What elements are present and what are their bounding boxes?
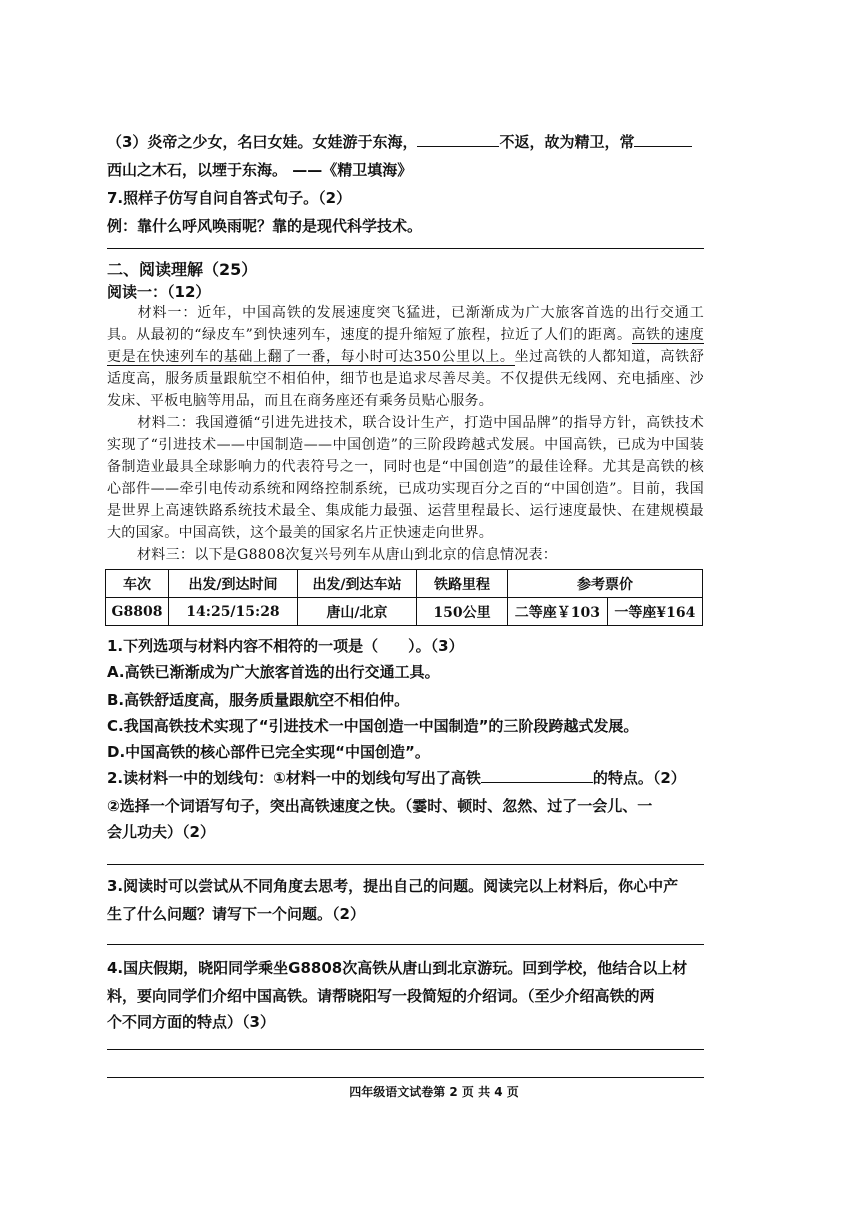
reading-one-title: 阅读一：（12）: [107, 283, 211, 301]
answer-blank[interactable]: [481, 766, 593, 783]
table-header: 出发/到达时间: [169, 570, 298, 598]
q6-3-text-b: 不返，故为精卫，常: [499, 133, 635, 151]
material-one-text-end: 坐过高铁的人都知道，高铁舒适度高，服务质量跟航空不相伯仲，细节也是追求尽善尽美。不仅提供无线网、充电插座、沙发床、平板电脑等用品，而且在商务座还有乘务员贴心服务。: [107, 349, 705, 409]
section-title: 二、阅读理解（25）: [107, 260, 258, 279]
answer-line[interactable]: [107, 1077, 704, 1078]
q3-line2: 生了什么问题？请写下一个问题。（2）: [107, 905, 365, 923]
table-cell: 二等座￥103: [508, 598, 608, 626]
q3-line1: 3.阅读时可以尝试从不同角度去思考，提出自己的问题。阅读完以上材料后，你心中产: [107, 877, 679, 895]
q2-text-a: 2.读材料一中的划线句：①材料一中的划线句写出了高铁: [107, 769, 481, 787]
q1-title: 1.下列选项与材料内容不相符的一项是（ ）。（3）: [107, 637, 464, 655]
table-cell: 150公里: [417, 598, 508, 626]
q4-line1: 4.国庆假期，晓阳同学乘坐G8808次高铁从唐山到北京游玩。回到学校，他结合以上材: [107, 959, 688, 977]
answer-line[interactable]: [107, 864, 704, 865]
q2-text-b: 的特点。（2）: [592, 769, 686, 787]
table-cell: 14:25/15:28: [169, 598, 298, 626]
table-header: 出发/到达车站: [298, 570, 417, 598]
q4-line2: 料，要向同学们介绍中国高铁。请帮晓阳写一段简短的介绍词。（至少介绍高铁的两: [107, 987, 655, 1005]
table-row: [106, 598, 703, 626]
q7-title: 7.照样子仿写自问自答式句子。（2）: [107, 189, 352, 207]
q2-line1: [107, 764, 686, 792]
answer-line[interactable]: [107, 248, 704, 249]
table-header: 车次: [106, 570, 169, 598]
answer-line[interactable]: [107, 944, 704, 945]
material-three: [107, 544, 704, 566]
table-cell: G8808: [106, 598, 169, 626]
option-b[interactable]: B.高铁舒适度高，服务质量跟航空不相伯仲。: [107, 691, 410, 709]
q6-3-line1: [107, 128, 692, 156]
materials-passage: [107, 302, 704, 566]
option-c[interactable]: C.我国高铁技术实现了“引进技术一中国创造一中国制造”的三阶段跨越式发展。: [107, 717, 639, 735]
train-info-table: [105, 569, 703, 626]
table-cell: 一等座¥164: [607, 598, 702, 626]
answer-blank[interactable]: [634, 130, 692, 147]
material-three-text: 材料三：以下是G8808次复兴号列车从唐山到北京的信息情况表：: [137, 547, 558, 563]
q2-line3: 会儿功夫）（2）: [107, 823, 215, 841]
underlined-sentence: 高铁的速度更是在快速列车的基础上翻了一番，每小时可达350公里以上。: [107, 327, 704, 365]
q6-3-line2: 西山之木石，以堙于东海。 ——《精卫填海》: [107, 161, 413, 179]
option-a[interactable]: A.高铁已渐渐成为广大旅客首选的出行交通工具。: [107, 663, 440, 681]
table-header: 参考票价: [508, 570, 703, 598]
q7-example: 例：靠什么呼风唤雨呢？靠的是现代科学技术。: [107, 217, 423, 235]
page-footer: 四年级语文试卷第 2 页 共 4 页: [349, 1085, 519, 1099]
q2-line2: ②选择一个词语写句子，突出高铁速度之快。（霎时、顿时、忽然、过了一会儿、一: [107, 797, 653, 815]
material-two-text: 材料二：我国遵循“引进先进技术，联合设计生产，打造中国品牌”的指导方针，高铁技术实现了“引进技术——中国制造——中国创造”的三阶段跨越式发展。中国高铁，已成为中国装备制造业最具全球影响力的代表符号之一，同时也是“中国创造”的最佳诠释。尤其是高铁的核心部件——牵引电传动系统和网络控制系统，已成功实现百分之百的“中国创造”。目前，我国是世界上高速铁路系统技术最全、集成能力最强、运营里程最长、运行速度最快、在建规模最大的国家。中国高铁，这个最美的国家名片正快速走向世界。: [107, 415, 704, 541]
q6-3-text-a: （3）炎帝之少女，名曰女娃。女娃游于东海，: [107, 133, 418, 151]
answer-blank[interactable]: [417, 130, 499, 147]
material-one: [107, 302, 704, 412]
material-two: [107, 412, 704, 544]
table-cell: 唐山/北京: [298, 598, 417, 626]
material-one-text: 材料一：近年，中国高铁的发展速度突飞猛进，已渐渐成为广大旅客首选的出行交通工具。从最初的“绿皮车”到快速列车，速度的提升缩短了旅程，拉近了人们的距离。: [107, 305, 704, 343]
table-header: 铁路里程: [417, 570, 508, 598]
option-d[interactable]: D.中国高铁的核心部件已完全实现“中国创造”。: [107, 743, 430, 761]
table-header-row: [106, 570, 703, 598]
answer-line[interactable]: [107, 1049, 704, 1050]
q4-line3: 个不同方面的特点）（3）: [107, 1013, 275, 1031]
